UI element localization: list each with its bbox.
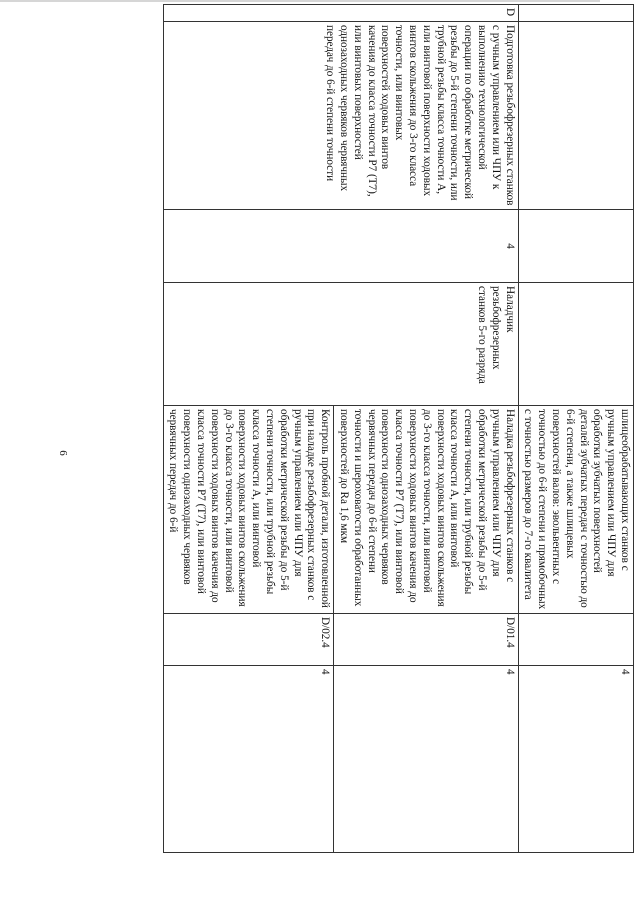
cell-qualification-level: 4 bbox=[163, 210, 518, 283]
cell-level-empty bbox=[518, 210, 633, 283]
cell-job-empty bbox=[518, 283, 633, 406]
table-row-d bbox=[334, 5, 518, 853]
cell-code-empty-2 bbox=[518, 614, 633, 666]
cell-code-empty bbox=[518, 5, 633, 22]
cell-function-level-1: 4 bbox=[334, 666, 518, 853]
page-number: 6 bbox=[56, 450, 69, 456]
cell-function-description: шлицеобрабатывающих станков с ручным управлением или ЧПУ для обработки зубчатых поверхностей деталей зубчатых передач с точностью до 6-й степени, а также шлицевых поверхностей валов: эвольвентных с точностью до 6-й степени и прямобочных с точностью размеров до 7-го квалитета bbox=[518, 406, 633, 614]
cell-level-top: 4 bbox=[518, 666, 633, 853]
cell-function-empty bbox=[518, 22, 633, 210]
scan-edge bbox=[0, 0, 600, 2]
cell-function-level-2: 4 bbox=[163, 666, 334, 853]
cell-function-name-1: Наладка резьбофрезерных станков с ручным управлением или ЧПУ для обработки метрической резьбы до 5-й степени точности, или трубной резьбы класса точности А, или винтовой поверхности ходовых винтов скольжения до 3-го класса точности, или винтовой поверхности ходовых винтов качения до класса точности Р7 (Т7), или винтовой поверхности однозаходных червяков червячных передач до 6-й степени точности и шероховатости обработанных поверхностей до Ra 1,6 мкм bbox=[334, 406, 518, 614]
cell-function-name-2: Контроль пробной детали, изготовленной при наладке резьбофрезерных станков с ручным управлением или ЧПУ для обработки метрической резьбы до 5-й степени точности, или трубной резьбы класса точности А, или винтовой поверхности ходовых винтов скольжения до 3-го класса точности, или винтовой поверхности ходовых винтов качения до класса точности Р7 (Т7), или винтовой поверхности однозаходных червяков червячных передач до 6-й bbox=[163, 406, 334, 614]
rotated-table-wrapper bbox=[48, 4, 634, 852]
cell-function-code-2: D/02.4 bbox=[163, 614, 334, 666]
cell-code-d: D bbox=[163, 5, 518, 22]
cell-generalized-function: Подготовка резьбофрезерных станков с ручным управлением или ЧПУ к выполнению технологической операции по обработке метрической резьбы до 5-й степени точности, или трубной резьбы класса точности А, или винтовой поверхности ходовых винтов скольжения до 3-го класса точности, или винтовых поверхностей ходовых винтов качения до класса точности Р7 (Т7), или винтовых поверхностей однозаходных червяков червячных передач до 6-й степени точности bbox=[163, 22, 518, 210]
cell-function-code-1: D/01.4 bbox=[334, 614, 518, 666]
table-row-continuation bbox=[518, 5, 633, 853]
cell-job-title: Наладчик резьбофрезерных станков 5-го разряда bbox=[163, 283, 518, 406]
professional-standard-table bbox=[163, 4, 634, 853]
